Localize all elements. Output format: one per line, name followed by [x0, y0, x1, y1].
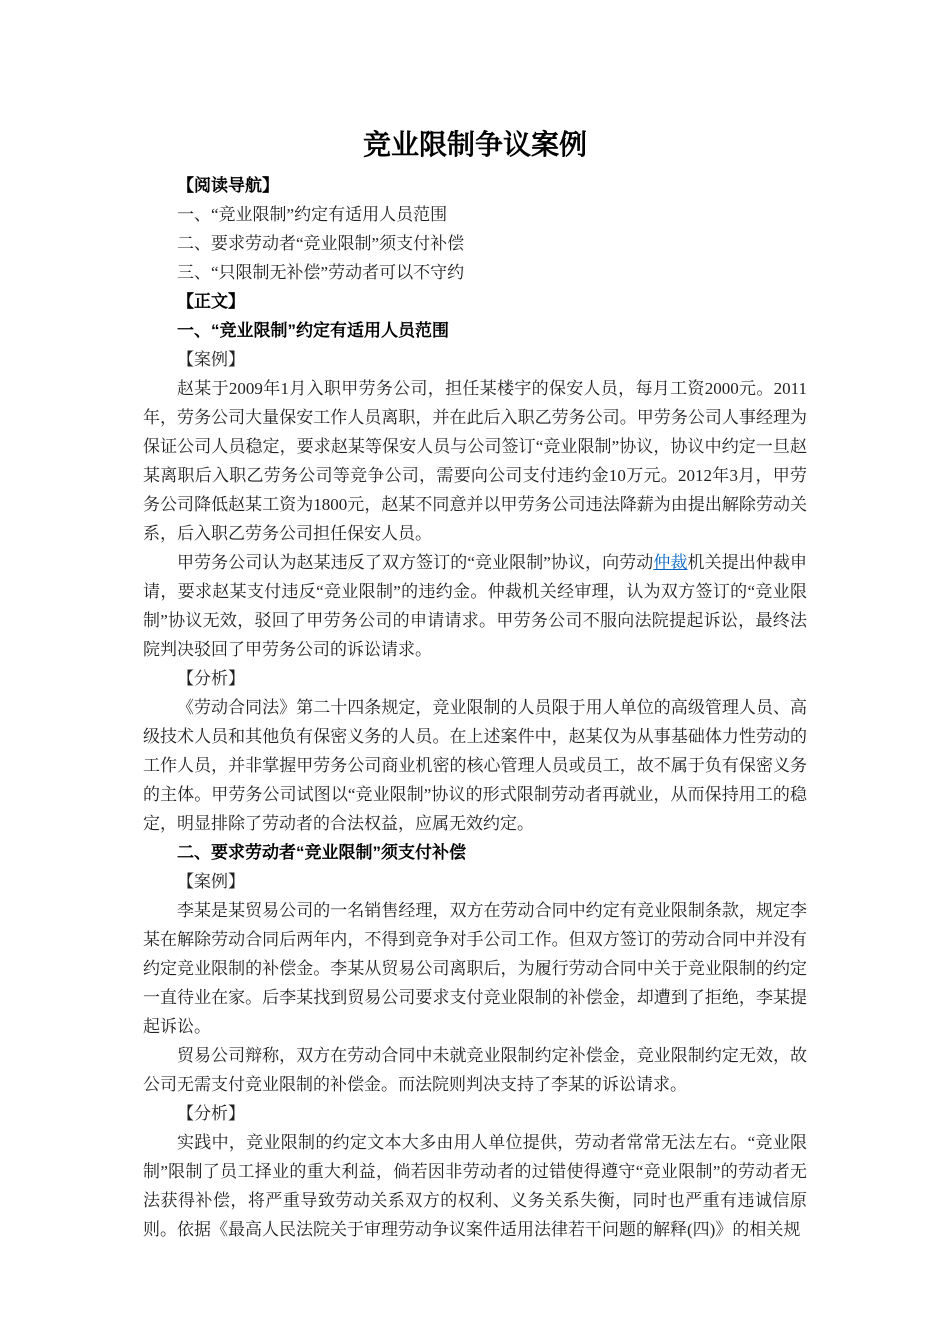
section-2-case-paragraph-2: 贸易公司辩称，双方在劳动合同中未就竞业限制约定补偿金，竞业限制约定无效，故公司无需支付竞业限制的补偿金。而法院则判决支持了李某的诉讼请求。 — [143, 1046, 807, 1094]
paragraph-text-before-link: 甲劳务公司认为赵某违反了双方签订的“竞业限制”协议，向劳动 — [177, 553, 654, 572]
section-1-case-label: 【案例】 — [177, 350, 245, 369]
paragraph-text-after-link: 机关提出仲裁申请，要求赵某支付违反“竞业限制”的违约金。仲裁机关经审理，认为双方签订的“竞业限制”协议无效，驳回了甲劳务公司的申请请求。甲劳务公司不服向法院提起诉讼，最终法院判决驳回了甲劳务公司的诉讼请求。 — [143, 553, 808, 659]
section-2-case-paragraph-1: 李某是某贸易公司的一名销售经理，双方在劳动合同中约定有竞业限制条款，规定李某在解除劳动合同后两年内，不得到竞争对手公司工作。但双方签订的劳动合同中并没有约定竞业限制的补偿金。李某从贸易公司离职后，为履行劳动合同中关于竞业限制的约定一直待业在家。后李某找到贸易公司要求支付竞业限制的补偿金，却遭到了拒绝，李某提起诉讼。 — [143, 901, 807, 1036]
reading-nav-header: 【阅读导航】 — [177, 176, 279, 195]
section-2-analysis-paragraph: 实践中，竞业限制的约定文本大多由用人单位提供，劳动者常常无法左右。“竞业限制”限制了员工择业的重大利益，倘若因非劳动者的过错使得遵守“竞业限制”的劳动者无法获得补偿，将严重导致劳动关系双方的权利、义务关系失衡，同时也严重有违诚信原则。依据《最高人民法院关于审理劳动争议案件适用法律若干问题的解释(四)》的相关规 — [143, 1133, 807, 1239]
section-1-heading: 一、“竞业限制”约定有适用人员范围 — [177, 321, 449, 340]
section-1-analysis-paragraph: 《劳动合同法》第二十四条规定，竞业限制的人员限于用人单位的高级管理人员、高级技术人员和其他负有保密义务的人员。在上述案件中，赵某仅为从事基础体力性劳动的工作人员，并非掌握甲劳务公司商业机密的核心管理人员或员工，故不属于负有保密义务的主体。甲劳务公司试图以“竞业限制”协议的形式限制劳动者再就业，从而保持用工的稳定，明显排除了劳动者的合法权益，应属无效约定。 — [143, 698, 807, 833]
section-2-heading: 二、要求劳动者“竞业限制”须支付补偿 — [177, 843, 466, 862]
document-title: 竞业限制争议案例 — [362, 129, 587, 160]
section-1-case-paragraph-1: 赵某于2009年1月入职甲劳务公司，担任某楼宇的保安人员，每月工资2000元。2011年，劳务公司大量保安工作人员离职，并在此后入职乙劳务公司。甲劳务公司人事经理为保证公司人员稳定，要求赵某等保安人员与公司签订“竞业限制”协议，协议中约定一旦赵某离职后入职乙劳务公司等竞争公司，需要向公司支付违约金10万元。2012年3月，甲劳务公司降低赵某工资为1800元，赵某不同意并以甲劳务公司违法降薪为由提出解除劳动关系，后入职乙劳务公司担任保安人员。 — [143, 379, 807, 543]
nav-item-2: 二、要求劳动者“竞业限制”须支付补偿 — [177, 234, 465, 253]
arbitration-hyperlink[interactable]: 仲裁 — [653, 553, 688, 572]
section-2-case-label: 【案例】 — [177, 872, 245, 891]
section-2-analysis-label: 【分析】 — [177, 1104, 245, 1123]
body-header: 【正文】 — [177, 292, 245, 311]
nav-item-1: 一、“竞业限制”约定有适用人员范围 — [177, 205, 448, 224]
section-1-analysis-label: 【分析】 — [177, 669, 245, 688]
section-1-case-paragraph-2 — [143, 548, 807, 664]
nav-item-3: 三、“只限制无补偿”劳动者可以不守约 — [177, 263, 465, 282]
